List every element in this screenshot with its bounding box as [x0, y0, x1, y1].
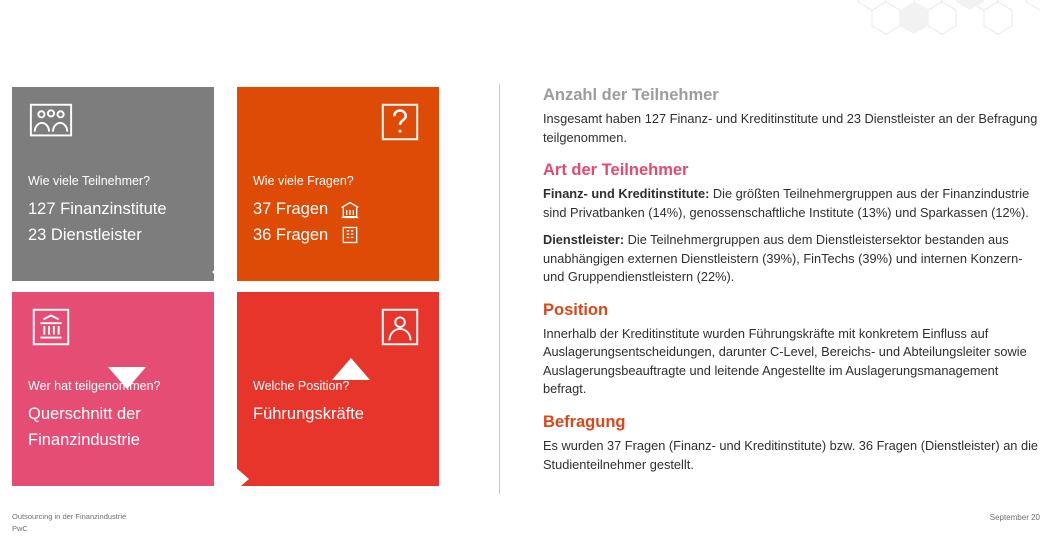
section-paragraph	[543, 110, 1040, 147]
tile-value-text: Querschnitt der	[28, 405, 141, 423]
tile-participants-count	[12, 87, 214, 281]
footer-date: September 20	[989, 513, 1040, 522]
infographic-tile-grid	[12, 87, 439, 491]
paragraph-text: Die größten Teilnehmergruppen aus der Finanzindustrie sind Privatbanken (14%), genossenschaftliche Institute (13%) und Sparkassen (12%).	[543, 186, 1030, 220]
arrow-down-icon	[108, 367, 146, 389]
footer-company: PwC	[12, 524, 28, 533]
tile-question-label: Wie viele Teilnehmer?	[28, 174, 151, 188]
tile-who-participated	[12, 292, 214, 486]
office-building-icon	[340, 225, 360, 245]
paragraph-text: Insgesamt haben 127 Finanz- und Kreditinstitute und 23 Dienstleister an der Befragung teilgenommen.	[543, 111, 1038, 145]
paragraph-text: Innerhalb der Kreditinstitute wurden Führungskräfte mit konkretem Einfluss auf Auslagerungsentscheidungen, darunter C-Level, Bereichs- und Abteilungsleiter sowie Auslagerungsbeauftragte und leitende Angestellte im Auslagerungsmanagement befragt.	[543, 325, 1027, 397]
tile-value-row	[253, 197, 425, 223]
tile-value-list	[28, 402, 200, 453]
section-paragraph	[543, 437, 1040, 474]
tile-question-label: Wie viele Fragen?	[253, 174, 354, 188]
footer-left	[12, 511, 126, 535]
tile-value-list	[28, 197, 200, 248]
explanation-panel	[543, 86, 1040, 474]
vertical-divider	[499, 84, 500, 494]
tile-value-list	[253, 402, 425, 428]
section-heading: Anzahl der Teilnehmer	[543, 86, 719, 104]
tile-value-row	[28, 197, 200, 223]
tile-value-row	[28, 223, 200, 249]
tile-value-text: 127 Finanzinstitute	[28, 200, 167, 218]
tile-value-text: Führungskräfte	[253, 405, 364, 423]
question-mark-icon	[377, 99, 423, 145]
arrow-up-icon	[332, 358, 370, 380]
person-portrait-icon	[377, 304, 423, 350]
tile-value-list	[253, 197, 425, 248]
tile-which-position	[237, 292, 439, 486]
section-heading: Art der Teilnehmer	[543, 161, 689, 180]
hexagon-pattern-decoration	[810, 0, 1040, 70]
section-paragraph	[543, 231, 1040, 287]
section-heading: Position	[543, 300, 609, 319]
tile-value-text: Finanzindustrie	[28, 430, 140, 449]
tile-value-row	[28, 428, 200, 454]
people-group-icon	[28, 99, 74, 145]
bank-building-icon	[28, 304, 74, 350]
tile-questions-count	[237, 87, 439, 281]
tile-value-text: 37 Fragen	[253, 200, 329, 218]
paragraph-lead: Dienstleister:	[543, 232, 625, 248]
tile-question-label: Wer hat teilgenommen?	[28, 379, 161, 393]
tile-value-row	[253, 402, 425, 428]
section-art-der-teilnehmer	[543, 161, 1040, 287]
section-anzahl-der-teilnehmer	[543, 86, 1040, 147]
paragraph-text: Es wurden 37 Fragen (Finanz- und Kreditinstitute) bzw. 36 Fragen (Dienstleister) an die Studienteilnehmer gestellt.	[543, 438, 1039, 472]
tile-value-text: 23 Dienstleister	[28, 225, 142, 244]
arrow-left-icon	[212, 253, 234, 291]
section-position	[543, 301, 1040, 399]
section-paragraph	[543, 185, 1040, 222]
bank-classic-icon	[340, 200, 360, 220]
tile-question-label: Welche Position?	[253, 379, 350, 393]
tile-value-text: 36 Fragen	[253, 225, 329, 244]
tile-value-row	[28, 402, 200, 428]
footer-document-title: Outsourcing in der Finanzindustrie	[12, 512, 127, 521]
section-heading: Befragung	[543, 413, 626, 432]
paragraph-lead: Finanz- und Kreditinstitute:	[543, 186, 710, 202]
paragraph-text: Die Teilnehmergruppen aus dem Dienstleistersektor bestanden aus unabhängigen externen Dienstleistern (39%), FinTechs (39%) und internen Konzern- und Gruppendienstleistern (22%).	[543, 232, 1023, 285]
section-paragraph	[543, 325, 1040, 399]
arrow-right-icon	[227, 460, 249, 498]
tile-value-row	[253, 223, 425, 249]
section-befragung	[543, 413, 1040, 474]
